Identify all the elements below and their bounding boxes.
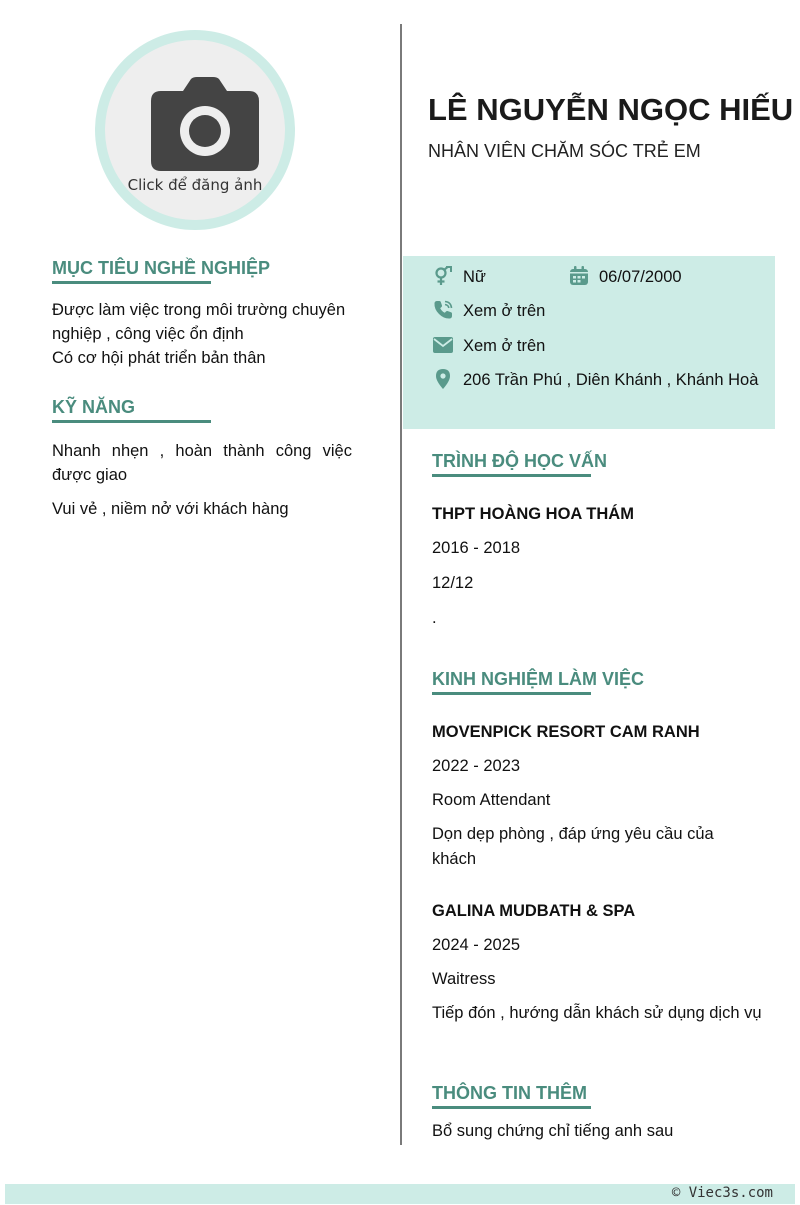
skills-title: KỸ NĂNG [52,397,135,423]
avatar-label: Click để đăng ảnh [127,176,263,194]
extra-info-title: THÔNG TIN THÊM [432,1083,587,1109]
education-grade: 12/12 [432,574,474,592]
education-section [432,451,762,631]
contact-gender [433,265,486,290]
education-title: TRÌNH ĐỘ HỌC VẤN [432,451,607,477]
education-note: . [432,609,437,627]
contact-phone [433,299,545,324]
company-name: GALINA MUDBATH & SPA [432,902,636,920]
candidate-name: LÊ NGUYỄN NGỌC HIẾU [428,92,794,127]
job-period: 2024 - 2025 [432,936,521,954]
birthday-value: 06/07/2000 [599,268,682,286]
experience-section [432,669,762,1026]
contact-address [433,368,763,393]
contact-panel [403,256,775,429]
job-title: NHÂN VIÊN CHĂM SÓC TRẺ EM [428,141,701,161]
skill-item: Nhanh nhẹn , hoàn thành công việc được giao [52,442,352,484]
skill-item: Vui vẻ , niềm nở với khách hàng [52,500,289,518]
address-value: 206 Trần Phú , Diên Khánh , Khánh Hoà [463,371,759,389]
job-description: Tiếp đón , hướng dẫn khách sử dụng dịch vụ [432,1004,762,1022]
objective-section [52,258,352,370]
job-period: 2022 - 2023 [432,757,521,775]
avatar-upload[interactable] [95,30,295,230]
contact-birthday [569,265,682,290]
avatar-placeholder [105,40,285,220]
extra-info-text: Bổ sung chứng chỉ tiếng anh sau [432,1122,674,1140]
company-name: MOVENPICK RESORT CAM RANH [432,723,700,741]
calendar-icon [569,266,589,286]
email-value: Xem ở trên [463,337,546,355]
column-divider [400,24,402,1145]
objective-line: Có cơ hội phát triển bản thân [52,349,266,367]
extra-info-section [432,1083,762,1144]
footer-bar [5,1184,795,1204]
experience-title: KINH NGHIỆM LÀM VIỆC [432,669,644,695]
gender-value: Nữ [463,268,486,286]
phone-value: Xem ở trên [463,302,546,320]
school-name: THPT HOÀNG HOA THÁM [432,505,634,523]
education-period: 2016 - 2018 [432,539,521,557]
job-role: Waitress [432,970,496,988]
skills-section [52,397,352,521]
objective-title: MỤC TIÊU NGHỀ NGHIỆP [52,258,270,284]
job-role: Room Attendant [432,791,551,809]
footer-credit: © Viec3s.com [671,1185,773,1201]
email-icon [433,335,453,355]
gender-icon [433,266,453,286]
phone-icon [433,300,453,320]
camera-icon [151,77,259,171]
objective-line: Được làm việc trong môi trường chuyên nghiệp , công việc ổn định [52,301,346,343]
location-pin-icon [433,369,453,389]
contact-email [433,334,545,359]
job-description: Dọn dẹp phòng , đáp ứng yêu cầu của khách [432,825,714,868]
